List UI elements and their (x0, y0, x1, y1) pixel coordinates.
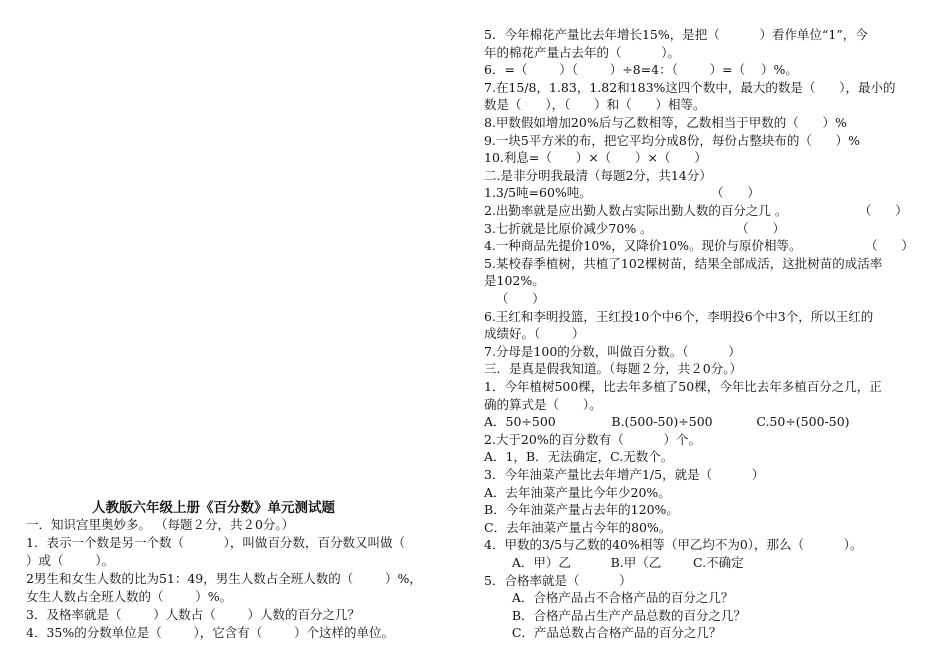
right-line: 6.王红和李明投篮，王红投10个中6个，李明投6个中3个，所以王红的 (484, 308, 874, 324)
right-line: 5．今年棉花产量比去年增长15%，是把（ ）看作单位“1”，今 (484, 27, 868, 42)
right-line: 7.分母是100的分数，叫做百分数。（ ） (484, 343, 741, 359)
question-1-line-1: 1．表示一个数是另一个数（ ），叫做百分数，百分数又叫做（ (26, 535, 405, 550)
right-line: 3．今年油菜产量比去年增产1/5，就是（ ） (484, 467, 765, 482)
right-line: 1．今年植树500棵，比去年多植了50棵，今年比去年多植百分之几，正 (484, 379, 882, 394)
right-line: 7.在15/8，1.83，1.82和183%这四个数中，最大的数是（ ），最小的 (484, 79, 896, 95)
right-line: 年的棉花产量占去年的（ ）。 (484, 44, 680, 60)
right-line: 6．=（ ）（ ）÷8=4：（ ）=（ ）%。 (484, 62, 798, 78)
right-line: 4．甲数的3/5与乙数的40%相等（甲乙均不为0），那么（ ）。 (484, 537, 863, 553)
right-line: C．去年油菜产量占今年的80%。 (484, 519, 672, 535)
question-2-line-2: 女生人数占全班人数的（ ）%。 (26, 589, 233, 604)
right-line: 确的算式是（ ）。 (484, 396, 602, 412)
section2-header: 二.是非分明我最清（每题2分，共14分） (484, 167, 712, 183)
question-4: 4．35%的分数单位是（ ），它含有（ ）个这样的单位。 (26, 625, 395, 640)
right-line: A．50÷500 B.(500-50)÷500 C.50÷(500-50) (484, 414, 850, 430)
right-line: 8.甲数假如增加20%后与乙数相等，乙数相当于甲数的（ ）% (484, 115, 847, 130)
right-line: 是102%。 (484, 273, 545, 289)
right-line: C．产品总数占合格产品的百分之几？ (484, 625, 722, 641)
right-line: 2.出勤率就是应出勤人数占实际出勤人数的百分之几 。 （ ） (484, 203, 908, 218)
left-column (26, 500, 466, 672)
right-line: B．合格产品占生产产品总数的百分之几？ (484, 607, 747, 623)
question-1-line-2: ）或（ ）。 (26, 553, 115, 568)
right-line: 成绩好。（ ） (484, 326, 585, 342)
right-line: 5.某校春季植树，共植了102棵树苗，结果全部成活，这批树苗的成活率 (484, 255, 883, 271)
right-line: 3.七折就是比原价减少70% 。 （ ） (484, 220, 785, 236)
right-line: 2.大于20%的百分数有（ ）个。 (484, 431, 701, 447)
right-line: A．合格产品占不合格产品的百分之几？ (484, 590, 734, 606)
section3-header: 三．是真是假我知道。（每题２分，共２0分。） (484, 361, 742, 377)
right-line: 数是（ ），（ ）和（ ）相等。 (484, 97, 706, 113)
right-line: 10.利息=（ ）×（ ）×（ ） (484, 150, 707, 166)
question-3: 3．及格率就是（ ）人数占（ ）人数的百分之几？ (26, 607, 361, 622)
right-line: 1.3/5吨=60%吨。 （ ） (484, 185, 760, 201)
right-line: A．去年油菜产量比今年少20%。 (484, 484, 671, 500)
right-line: 5．合格率就是（ ） (484, 572, 632, 588)
right-line: B．今年油菜产量占去年的120%。 (484, 502, 679, 518)
right-line: 9.一块5平方米的布，把它平均分成8份，每份占整块布的（ ）% (484, 132, 861, 148)
right-line: A．1，B．无法确定，C.无数个。 (484, 449, 674, 465)
section1-header: 一．知识宫里奥妙多。 （每题２分，共２0分。） (26, 517, 295, 532)
right-line: （ ） (484, 291, 545, 306)
page-title: 人教版六年级上册《百分数》单元测试题 (92, 500, 335, 516)
right-line: A．甲）乙 B.甲（乙 C.不确定 (484, 555, 744, 570)
right-column (484, 27, 924, 667)
right-line: 4.一种商品先提价10%，又降价10%。现价与原价相等。 （ ） (484, 238, 914, 254)
question-2-line-1: 2男生和女生人数的比为51：49，男生人数占全班人数的（ ）%， (26, 571, 422, 586)
